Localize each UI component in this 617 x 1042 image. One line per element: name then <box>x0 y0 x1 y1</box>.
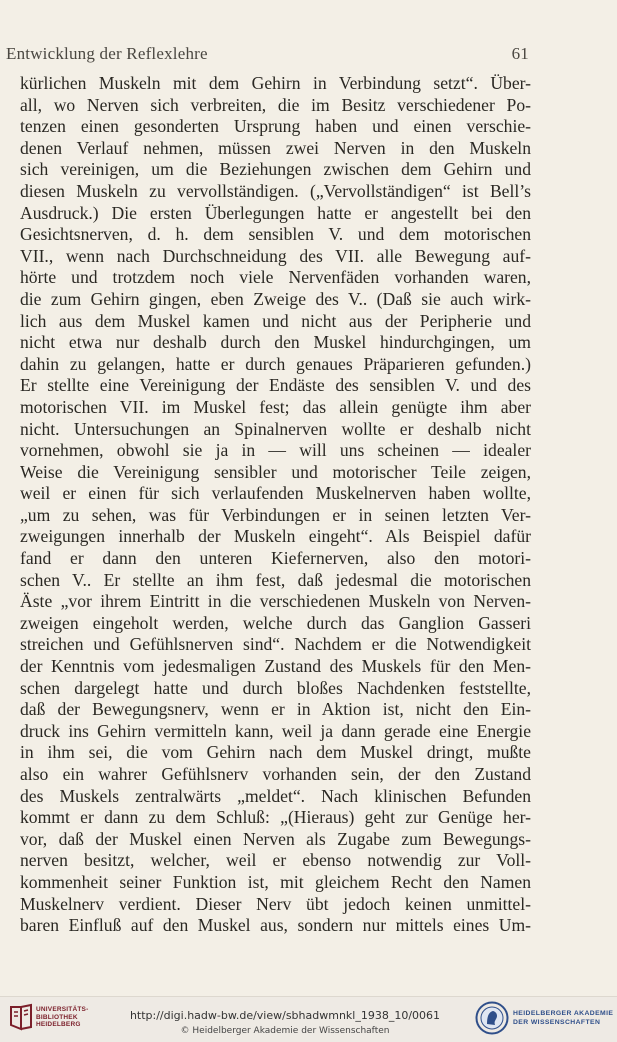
text-line: „um zu sehen, was für Verbindungen er in seinen letzten Ver- <box>20 504 531 525</box>
ub-logo-line: BIBLIOTHEK <box>36 1013 78 1021</box>
text-line: schen V.. Er stellte an ihm fest, daß jedesmal die motorischen <box>20 569 531 590</box>
running-title: Entwicklung der Reflexlehre <box>6 44 208 63</box>
ub-logo-line: HEIDELBERG <box>36 1021 81 1028</box>
text-line: Muskelnerv verdient. Dieser Nerv übt jedoch keinen unmittel- <box>20 893 531 914</box>
hadw-seal-icon <box>475 1001 509 1035</box>
hadw-logo-line: DER WISSENSCHAFTEN <box>513 1019 601 1026</box>
text-line: Äste „vor ihrem Eintritt in die verschiedenen Muskeln von Nerven- <box>20 591 531 612</box>
text-line: kommt er dann zu dem Schluß: „(Hieraus) geht zur Genüge her- <box>20 807 531 828</box>
text-line: Weise die Vereinigung sensibler und motorischer Teile zeigen, <box>20 461 531 482</box>
hadw-logo-text <box>513 1009 613 1027</box>
text-line: streichen und Gefühlsnerven sind“. Nachdem er die Notwendigkeit <box>20 634 531 655</box>
text-line: druck ins Gehirn vermitteln kann, weil ja dann gerade eine Energie <box>20 720 531 741</box>
text-line: nicht. Untersuchungen an Spinalnerven wollte er deshalb nicht <box>20 418 531 439</box>
text-line: vornehmen, obwohl sie ja in — will uns scheinen — idealer <box>20 440 531 461</box>
text-line: Ausdruck.) Die ersten Überlegungen hatte er angestellt bei den <box>20 202 531 223</box>
text-line: des Muskels zentralwärts „meldet“. Nach klinischen Befunden <box>20 785 531 806</box>
text-line: vor, daß der Muskel einen Nerven als Zugabe zum Bewegungs- <box>20 828 531 849</box>
text-line: diesen Muskeln zu vervollständigen. („Vervollständigen“ ist Bell’s <box>20 180 531 201</box>
text-line: schen dargelegt hatte und durch bloßes Nachdenken feststellte, <box>20 677 531 698</box>
text-line: denen Verlauf nehmen, müssen zwei Nerven in den Muskeln <box>20 137 531 158</box>
text-line: also ein wahrer Gefühlsnerv vorhanden sein, der den Zustand <box>20 764 531 784</box>
text-line: baren Einfluß auf den Muskel aus, sondern nur mittels eines Um- <box>20 915 531 936</box>
text-line: die zum Gehirn gingen, eben Zweige des V.. (Daß sie auch wirk- <box>20 288 531 309</box>
text-line: zweigungen innerhalb der Muskeln eingeht“. Als Beispiel dafür <box>20 526 531 547</box>
text-line: nerven besitzt, welcher, weil er ebenso notwendig zur Voll- <box>20 850 531 871</box>
footer-bar <box>0 996 617 1042</box>
copyright-notice: © Heidelberger Akademie der Wissenschaften <box>180 1026 390 1036</box>
text-line: lich aus dem Muskel kamen und nicht aus der Peripherie und <box>20 310 531 331</box>
ub-heidelberg-logo-icon <box>8 1003 34 1035</box>
text-line: fand er dann den unteren Kiefernerven, also den motori- <box>20 548 531 569</box>
text-line: tenzen einen gesonderten Ursprung haben und einen verschie- <box>20 116 531 137</box>
text-line: motorischen VII. im Muskel fest; das allein genügte ihm aber <box>20 396 531 417</box>
ub-heidelberg-logo-text <box>36 1006 88 1029</box>
text-line: kommenheit seiner Funktion ist, mit gleichem Recht den Namen <box>20 871 531 892</box>
text-line: zweigen eingeholt werden, welche durch das Ganglion Gasseri <box>20 612 531 633</box>
running-head <box>6 44 529 64</box>
text-line: nicht etwa nur deshalb durch den Muskel hindurchgingen, um <box>20 332 531 353</box>
text-line: kürlichen Muskeln mit dem Gehirn in Verbindung setzt“. Über- <box>20 73 531 93</box>
text-line: all, wo Nerven sich verbreiten, die im Besitz verschiedener Po- <box>20 94 531 115</box>
text-line: Gesichtsnerven, d. h. dem sensiblen V. und dem motorischen <box>20 224 531 245</box>
text-line: daß der Bewegungsnerv, wenn er in Aktion ist, nicht den Ein- <box>20 699 531 720</box>
text-line: Er stellte eine Vereinigung der Endäste des sensiblen V. und des <box>20 375 531 396</box>
source-url[interactable]: http://digi.hadw-bw.de/view/sbhadwmnkl_1938_10/0061 <box>129 1009 441 1022</box>
body-text <box>20 73 531 937</box>
text-line: weil er einen für sich verlaufenden Muskelnerven haben wollte, <box>20 483 531 504</box>
text-line: hörte und trotzdem noch viele Nervenfäden vorhanden waren, <box>20 267 531 288</box>
ub-logo-line: UNIVERSITÄTS- <box>36 1006 89 1013</box>
page-number: 61 <box>511 44 529 63</box>
text-line: sich vereinigen, um die Beziehungen zwischen dem Gehirn und <box>20 159 531 180</box>
text-line: dahin zu gelangen, hatte er durch genaues Präparieren gefunden.) <box>20 353 531 374</box>
text-line: in ihm sei, die vom Gehirn nach dem Muskel dringt, mußte <box>20 742 531 763</box>
text-line: VII., wenn nach Durchschneidung des VII. alle Bewegung auf- <box>20 245 531 266</box>
text-line: der Kenntnis vom jedesmaligen Zustand des Muskels für den Men- <box>20 656 531 677</box>
hadw-logo-line: HEIDELBERGER AKADEMIE <box>513 1010 614 1017</box>
